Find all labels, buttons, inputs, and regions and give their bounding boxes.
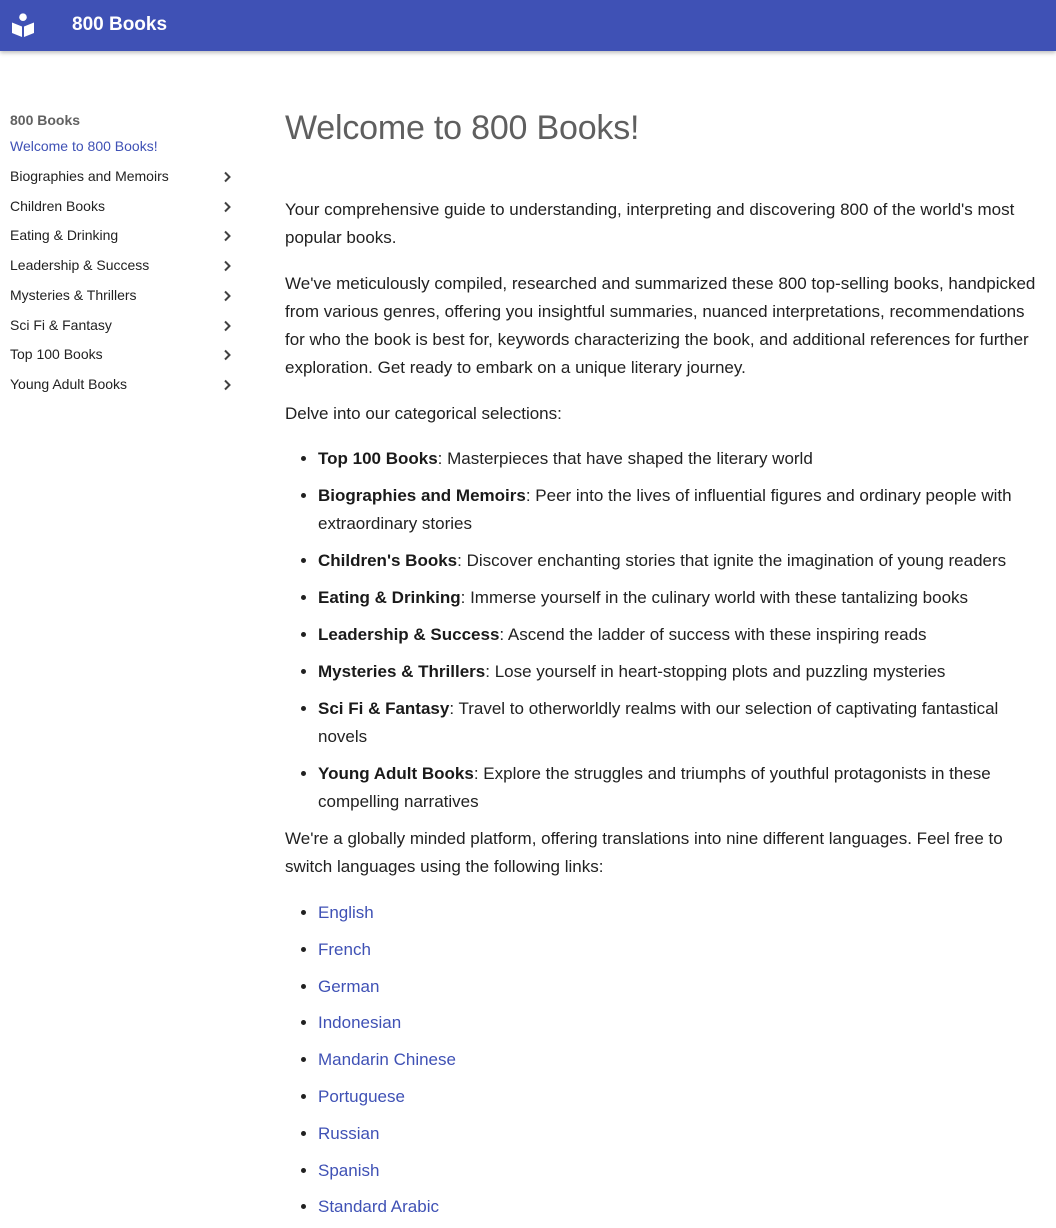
category-name: Mysteries & Thrillers [318, 662, 486, 681]
sidebar-nav [10, 108, 242, 400]
site-title[interactable]: 800 Books [72, 14, 168, 35]
list-item [318, 547, 1047, 575]
list-item [318, 1193, 1047, 1221]
list-item [318, 973, 1047, 1001]
sidebar-item-eating-drinking[interactable] [10, 221, 242, 251]
top-app-bar [0, 0, 1056, 51]
sidebar-item-label: Eating & Drinking [10, 227, 119, 244]
chevron-right-icon[interactable] [222, 260, 232, 272]
sidebar-item-welcome[interactable] [10, 132, 242, 162]
category-desc: : Travel to otherworldly realms with our selection of captivating fantastical novels [318, 699, 999, 746]
chevron-right-icon[interactable] [222, 349, 232, 361]
sidebar-item-label: Mysteries & Thrillers [10, 286, 137, 303]
list-item [318, 899, 1047, 927]
language-link-spanish[interactable]: Spanish [318, 1160, 380, 1180]
language-link-mandarin[interactable]: Mandarin Chinese [318, 1050, 456, 1070]
chevron-right-icon[interactable] [222, 320, 232, 332]
categories-intro: Delve into our categorical selections: [285, 404, 562, 423]
sidebar-item-label: Young Adult Books [10, 376, 128, 392]
list-item [318, 445, 1047, 473]
category-desc: : Ascend the ladder of success with these inspiring reads [499, 625, 927, 644]
language-link-indonesian[interactable]: Indonesian [318, 1013, 402, 1033]
chevron-right-icon[interactable] [222, 290, 232, 302]
sidebar-item-top-100[interactable] [10, 340, 242, 370]
book-reader-icon[interactable] [12, 13, 34, 37]
sidebar-item-children[interactable] [10, 192, 242, 222]
category-name: Children's Books [318, 551, 458, 570]
sidebar-item-label: Biographies and Memoirs [10, 167, 169, 184]
sidebar-item-label: Leadership & Success [10, 257, 150, 273]
language-link-french[interactable]: French [318, 939, 371, 959]
chevron-right-icon[interactable] [222, 230, 232, 242]
list-item [318, 760, 1047, 816]
sidebar-item-mysteries[interactable] [10, 281, 242, 311]
languages-intro: We're a globally minded platform, offering translations into nine different languages. Feel free to switch languages using the following links: [285, 829, 1003, 876]
list-item [318, 695, 1047, 751]
category-desc: : Masterpieces that have shaped the literary world [437, 449, 813, 468]
list-item [318, 936, 1047, 964]
language-link-english[interactable]: English [318, 903, 374, 922]
language-list [285, 899, 1047, 1221]
category-name: Leadership & Success [318, 625, 500, 644]
category-name: Eating & Drinking [318, 588, 461, 607]
category-desc: : Immerse yourself in the culinary world with these tantalizing books [460, 588, 969, 607]
page-title: Welcome to 800 Books! [285, 109, 640, 147]
category-desc: : Lose yourself in heart-stopping plots and puzzling mysteries [485, 662, 946, 681]
list-item [318, 482, 1047, 538]
category-name: Top 100 Books [318, 449, 438, 468]
chevron-right-icon[interactable] [222, 201, 232, 213]
main-content [285, 100, 1047, 1228]
list-item [318, 1083, 1047, 1111]
category-desc: : Peer into the lives of influential figures and ordinary people with extraordinary stories [318, 486, 1012, 533]
list-item [318, 1009, 1047, 1037]
language-link-german[interactable]: German [318, 976, 380, 996]
category-name: Sci Fi & Fantasy [318, 699, 450, 718]
sidebar-item-young-adult[interactable] [10, 370, 242, 400]
sidebar-item-label: Top 100 Books [10, 346, 103, 363]
list-item [318, 584, 1047, 612]
list-item [318, 1046, 1047, 1074]
language-link-russian[interactable]: Russian [318, 1123, 380, 1143]
language-link-arabic[interactable]: Standard Arabic [318, 1197, 439, 1217]
chevron-right-icon[interactable] [222, 171, 232, 183]
list-item [318, 621, 1047, 649]
sidebar-item-leadership[interactable] [10, 251, 242, 281]
description-paragraph: We've meticulously compiled, researched and summarized these 800 top-selling books, handpicked from various genres, offering you insightful summaries, nuanced interpretations, recommendations for who the book is best for, keywords characterizing the book, and additional references for further exploration. Get ready to embark on a unique literary journey. [285, 274, 1036, 377]
chevron-right-icon[interactable] [222, 379, 232, 391]
sidebar-item-label: Children Books [10, 197, 105, 214]
sidebar-item-biographies[interactable] [10, 162, 242, 192]
list-item [318, 658, 1047, 686]
sidebar-item-label: Sci Fi & Fantasy [10, 316, 112, 333]
list-item [318, 1120, 1047, 1148]
category-name: Young Adult Books [318, 764, 474, 783]
category-desc: : Discover enchanting stories that ignite the imagination of young readers [457, 551, 1007, 570]
sidebar-heading: 800 Books [10, 112, 81, 128]
list-item [318, 1157, 1047, 1185]
intro-paragraph: Your comprehensive guide to understanding, interpreting and discovering 800 of the world's most popular books. [285, 200, 1015, 247]
sidebar-item-scifi[interactable] [10, 311, 242, 341]
category-list [285, 445, 1047, 816]
language-link-portuguese[interactable]: Portuguese [318, 1086, 405, 1106]
sidebar-item-label: Welcome to 800 Books! [10, 138, 158, 154]
category-desc: : Explore the struggles and triumphs of youthful protagonists in these compelling narratives [318, 764, 991, 811]
category-name: Biographies and Memoirs [318, 486, 526, 505]
